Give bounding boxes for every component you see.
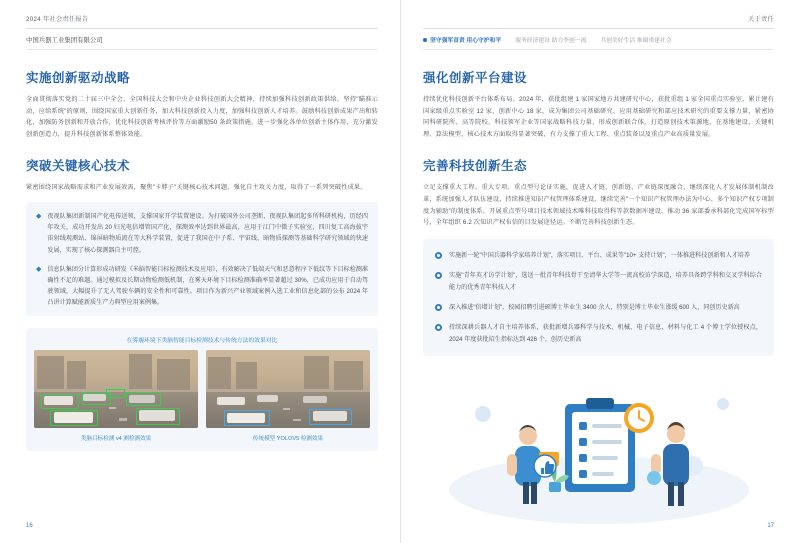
illustration-innovation-team (423, 370, 774, 530)
detection-photo-neuromorphic (34, 350, 198, 428)
paragraph-platform: 持续优化科技创新平台体系布局。2024 年，获批组建 1 家国家地方共建研究中心，获批重组 1 家全国重点实验室，累计建有国家级重点实验室 12 家、创新中心 18 家，成为集团公司基础研究、应用基础研究和部应技术研究的重要支撑力量，紧密协同科研院所、高等院校、科技领军企业等国家战略科技力量，形成创新联合体，打造原创技术策源地，在基地建设、关键机理、算法模型、核心技术方面取得显著突破，有力支撑了重大工程、重点装备以及重点产业高质量发展。 (423, 96, 774, 138)
bullet-text: 深入推进"倍增计划"，校园招聘引进硕博士毕业生 3400 余人，特别是博士毕业生涨缓 600 人，同创历史新高 (449, 303, 740, 311)
bullet-item (435, 302, 762, 313)
illustration-svg (423, 370, 775, 530)
right-subheader (423, 35, 774, 44)
bullet-icon (435, 304, 442, 311)
diamond-icon: ◆ (36, 265, 42, 273)
company-name: 中国兵器工业集团有限公司 (26, 37, 103, 44)
thumbs-up-icon (534, 455, 556, 477)
nav-item-active[interactable]: 坚守强军首责 用心守护和平 (423, 35, 501, 44)
ecosystem-bullet-card (423, 239, 774, 356)
bullet-text: 持续深耕兵器人才自主培养体系，获批新增兵器科学与技术、机械、电子信息、材料与化工 4 个博士学位授权点，2024 年度获批招生指标达到 426 个，创历史新高 (449, 324, 762, 343)
chapter-nav (423, 35, 672, 44)
section-heading-platform: 强化创新平台建设 (423, 71, 528, 85)
figure-row (34, 350, 370, 442)
figure-comparison (26, 328, 378, 451)
section-heading-core-tech: 突破关键核心技术 (26, 159, 131, 174)
paragraph-innovation-strategy: 全面贯彻落实党的二十届三中全会、全国科技大会和中央企业科技创新大会精神，持续加强科技创新政策供给。坚持"瞄准示动、应给系统"的原则，围绕国家重大创新任务，加大科技创新投入力度，加强科技创新人才培养。鼓励科技创新成果产出和转化，加强防务创新和开放合作，优化科技创新考核评价等方面激励50 条政策措施，进一步强化各单位创新主体作用，充分激发创新创造力，提升科技创新体系整体效能。 (26, 96, 378, 138)
paragraph-ecosystem: 立足支撑重大工程、重大专项、重点型号论证实施，促进人才链、创新链、产业链深度融合，继续深化人才发展体制机制改革，系统加强人才队伍建设，持续推进知识产权管理体系建设，继续完善"一个知识产权管理办法为中心、多个知识产权专项制度为辅助"的制度体系。开展重点型号项目技术领域技术唯科技取得科等款数据库建设，推动 36 家部委承科部化完成国军标型号，全年组织 6.2 次知识产权布信的目发展途径运。不断完善科技创新生态。 (423, 184, 774, 227)
bullet-item (435, 322, 762, 345)
report-title: 2024 年社会责任报告 (26, 16, 89, 23)
section-heading-innovation-strategy: 实施创新驱动战略 (26, 71, 131, 85)
figure-top-caption: 在雾霾环境下类脑智能目标检测技术与传统方法的效果对比 (126, 337, 278, 344)
callout-text: 信息队集团分计算形成功研发《米脑智能目标检测技术及应用》，有效解决了低端天气和恶意程序下低纹等下目标检测准确性不足的难题。通过模拟及长期动物检测低机制，在雾天环境下目标检测准确率显著超过 30%，已成功应用于自动驾驶领域，大幅提升了无人驾驶车辆的安全性和可靠性。项目作为新兴产业领域案例入选工业和信息化部的公布 2024 年凸讲计算赋能新质生产力典型应用案例集。 (47, 265, 368, 307)
subheader-divider (26, 49, 378, 50)
bullet-item (435, 250, 762, 261)
bullet-text: 实施"青年英才访学计划"，选送一批青年科技骨干至清华大学等一流高校访学深造，培养具备跨学科和交叉学科综合能力的优秀青年科技人才 (449, 272, 762, 291)
section-heading-ecosystem: 完善科技创新生态 (423, 159, 528, 174)
bullet-icon (423, 38, 427, 42)
figure-caption-left: 类脑目标检测 v4 测检测效果 (80, 435, 152, 442)
figure-cell-right (206, 350, 370, 442)
detection-photo-yolov5 (206, 350, 370, 428)
right-header-title: 关于责任 (748, 16, 774, 23)
callout-text: 夜视队集团新制国产化电传送领，支撑国家开学装置建设。为打破国外公司垄断，夜视队集团起多所科研机构，历经四年攻关，成功开发出 20 妇光电倍增管国产化，探测效率达到世界最高，应用于江门中微子实验室，四川复工高海拔宇宙射线观测站、锦屏暗物质流在等大科学装置，促进了我国在中子系、宇宙线、暗物质探测等基础科学研究领域的快速发展，实现了核心探测器自主可控。 (47, 212, 368, 254)
bullet-icon (435, 324, 442, 331)
bullet-text: 实施新一轮"中国兵器科学家培养计划"，落实项目、平台、成果等"10+ 支持计划"，一体推进科技创新和人才培养 (449, 251, 750, 259)
nav-item-1[interactable]: 服务经济建设 助力李创一流 (515, 38, 587, 44)
right-page (400, 0, 800, 543)
nav-item-2[interactable]: 共创美好生活 推谢重建社会 (600, 38, 672, 44)
core-tech-callout-card (26, 202, 378, 316)
figure-cell-left (34, 350, 198, 442)
figure-caption-right: 传统模型 YOLOV5 检测效果 (252, 435, 324, 442)
left-page-header (26, 14, 378, 23)
callout-item (36, 264, 368, 309)
bullet-icon (435, 252, 442, 259)
bullet-item (435, 270, 762, 293)
paragraph-core-tech: 紧密围绕国家战略需求和产业发展效需，聚焦"卡脖子"关键核心技术问题，强化自主攻关力度，取得了一系列突破性成果。 (26, 184, 367, 192)
header-divider (26, 28, 378, 29)
subheader-divider (423, 49, 774, 50)
right-page-header (423, 14, 774, 23)
left-subheader (26, 35, 378, 44)
diamond-icon: ◆ (36, 212, 42, 220)
bullet-icon (435, 272, 442, 279)
header-divider (423, 28, 774, 29)
page-number-right: 17 (767, 523, 774, 529)
callout-item (36, 211, 368, 256)
page-number-left: 16 (26, 523, 33, 529)
